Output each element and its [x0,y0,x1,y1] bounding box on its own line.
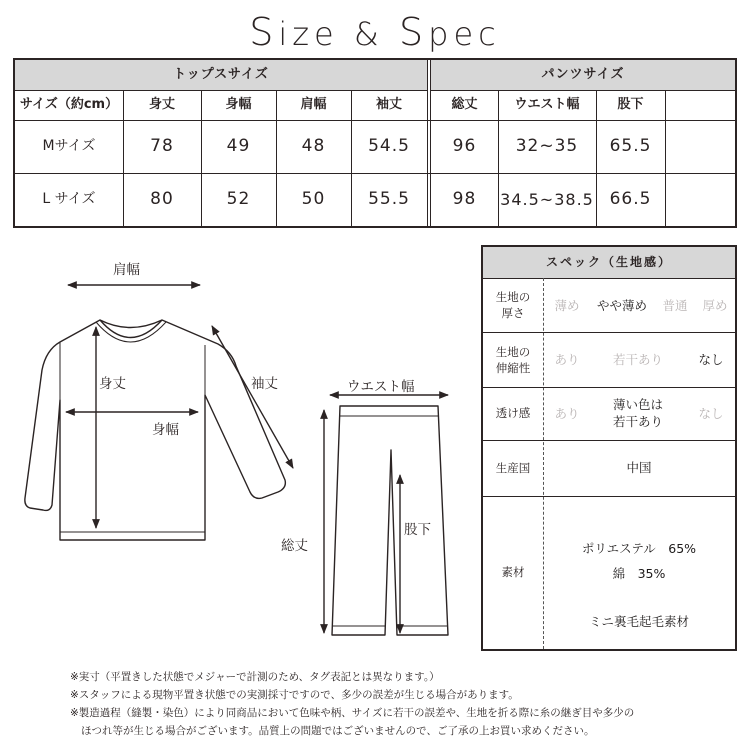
table-cell: 34.5~38.5 [500,190,594,209]
stretch-option: 若干あり [612,352,663,367]
spec-label-sheer: 透け感 [495,406,531,420]
stretch-option: あり [554,352,580,367]
table-cell: 96 [452,136,477,156]
table-cell: 78 [150,136,174,156]
row-label-l: L サイズ [42,191,96,207]
tops-size-header: トップスサイズ [173,67,269,82]
note-line: ※実寸（平置きした状態でメジャーで計測のため、タグ表記とは異なります。） [70,671,440,683]
column-header: 肩幅 [300,97,327,112]
inseam-label: 股下 [404,522,431,538]
material-line2: 綿 35% [612,566,666,581]
table-cell: 65.5 [609,136,652,156]
table-cell: 55.5 [368,189,410,209]
sheer-option: なし [698,406,724,421]
table-cell: 52 [226,189,251,209]
table-cell: 66.5 [609,189,652,209]
table-cell: 54.5 [368,136,410,156]
sleeve-arrow [212,326,293,468]
note-line: ほつれ等が生じる場合がございます。品質上の問題ではございませんので、ご了承の上お買い求めください。 [81,725,595,737]
pants-size-header: パンツサイズ [541,67,625,82]
spec-row-divider [483,332,735,333]
spec-table [481,245,737,651]
table-cell: 48 [301,136,326,156]
sheer-option-selected: 薄い色は 若干あり [612,397,663,429]
sheer-option: あり [554,406,580,421]
note-line: ※スタッフによる現物平置き状態での実測採寸ですので、多少の誤差が生じる場合があります。 [70,689,519,701]
body-length-label: 身丈 [99,376,126,392]
thickness-option: 厚め [702,298,728,313]
body-width-label: 身幅 [152,422,179,438]
material-line3: ミニ裏毛起毛素材 [588,614,689,629]
spec-row-divider [483,440,735,441]
table-cell: 80 [150,189,174,209]
column-header: 袖丈 [375,97,402,112]
column-header: 股下 [617,97,644,112]
column-header-size: サイズ（約cm） [19,97,119,112]
spec-label-material: 素材 [501,565,525,579]
spec-label-origin: 生産国 [495,461,531,475]
material-line1: ポリエステル 65% [581,541,697,556]
shoulder-label: 肩幅 [113,262,140,278]
column-header: 総丈 [451,97,478,112]
origin-value: 中国 [626,460,652,475]
sleeve-label: 袖丈 [251,376,278,392]
notes [70,668,740,740]
spec-row-divider [483,496,735,497]
spec-label-stretch: 生地の 伸縮性 [495,345,531,375]
table-cell: 50 [301,189,326,209]
stretch-option-selected: なし [698,352,724,367]
page-title: Size & Spec [249,10,501,54]
column-header: 身幅 [225,97,252,112]
note-line: ※製造過程（縫製・染色）により同商品において色味や柄、サイズに若干の誤差や、生地を折る際に糸の継ぎ目や多少の [70,707,635,719]
spec-label-thickness: 生地の 厚さ [495,290,531,320]
row-label-m: Mサイズ [42,138,96,154]
column-header: ウエスト幅 [514,97,580,112]
table-cell: 32~35 [515,136,579,156]
spec-header: スペック（生地感） [483,247,735,279]
thickness-option: 薄め [554,298,580,313]
total-length-label: 総丈 [281,538,308,554]
thickness-option-selected: やや薄め [596,298,647,313]
thickness-option: 普通 [662,298,688,313]
column-header: 身丈 [148,97,175,112]
table-cell: 49 [226,136,251,156]
waist-label: ウエスト幅 [347,379,415,395]
table-cell: 98 [452,189,477,209]
spec-row-divider [483,387,735,388]
